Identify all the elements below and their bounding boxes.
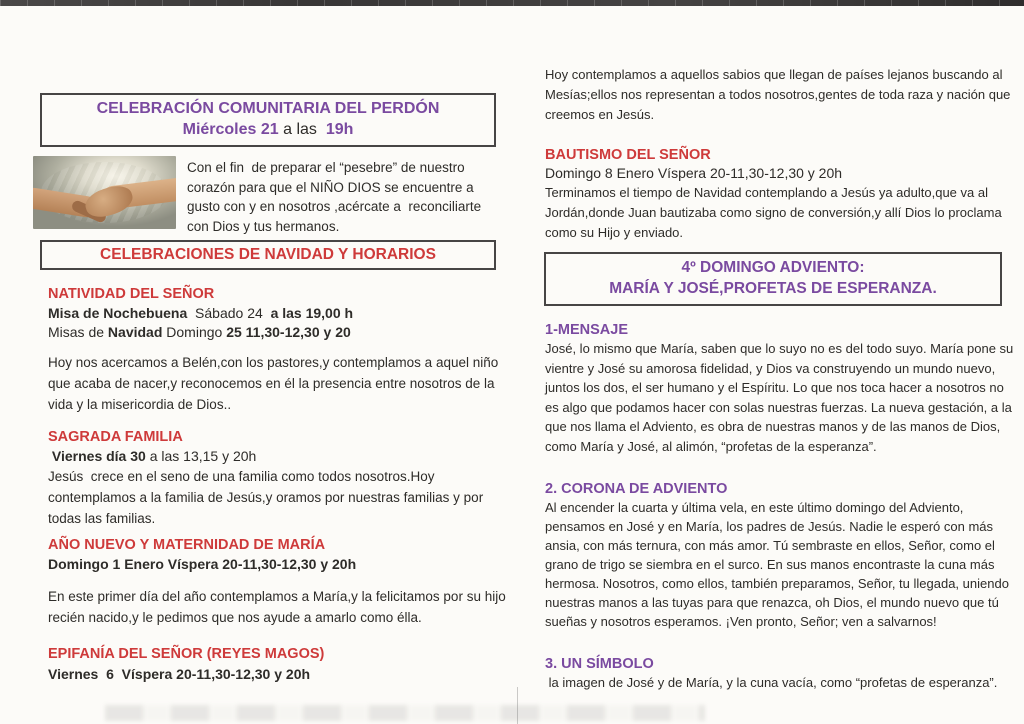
perdon-title: CELEBRACIÓN COMUNITARIA DEL PERDÓN — [96, 100, 440, 117]
perdon-datetime — [48, 119, 488, 140]
anonuevo-title: AÑO NUEVO Y MATERNIDAD DE MARÍA — [48, 537, 326, 553]
natividad-schedule — [48, 304, 498, 342]
sched-text: 25 11,30-12,30 y 20 — [226, 324, 351, 340]
sched-text: a las 19,00 h — [270, 305, 354, 321]
anonuevo-body: En este primer día del año contemplamos a María,y la felicitamos por su hijo recién nacido,y le pedimos que nos ayude a amarlo como élla. — [48, 589, 510, 625]
mensaje-title: 1-MENSAJE — [545, 322, 628, 338]
sched-text: a las 13,15 y 20h — [145, 448, 257, 464]
magos-intro-paragraph: Hoy contemplamos a aquellos sabios que llegan de países lejanos buscando al Mesías;ellos nos representan a todos nosotros,gentes de toda raza y nación que creemos en Jesús. — [545, 67, 1015, 122]
sched-text: Navidad — [107, 324, 163, 340]
scan-edge-strip — [0, 0, 1024, 6]
epifania-schedule: Viernes 6 Víspera 20-11,30-12,30 y 20h — [48, 666, 311, 682]
simbolo-title: 3. UN SÍMBOLO — [545, 656, 654, 672]
mensaje-body: José, lo mismo que María, saben que lo suyo no es del todo suyo. María pone su vientre y José su amorosa fidelidad, y Dios va construyendo un mundo nuevo, juntos los dos, el ser humano y el Espíritu. Lo que nos toca hacer a nosotros no es algo que podamos hacer con solas nuestras fuerzas. La nueva gestación, a la que nos llama el Adviento, es obra de nuestras manos y de las manos de Dios, como María y José, al alimón, “profetas de la esperanza”. — [545, 341, 1017, 454]
intro-row — [33, 156, 498, 236]
anonuevo-schedule: Domingo 1 Enero Víspera 20-11,30-12,30 y 20h — [48, 556, 357, 572]
epifania-title: EPIFANÍA DEL SEÑOR (REYES MAGOS) — [48, 646, 325, 662]
bautismo-body: Terminamos el tiempo de Navidad contemplando a Jesús ya adulto,que va al Jordán,donde Juan bautizaba como signo de conversión,y allí Dios lo proclama como su Hijo y enviado. — [545, 185, 1006, 240]
perdon-date-mid: a las — [278, 121, 326, 138]
sagrada-schedule — [48, 447, 256, 466]
corona-body: Al encender la cuarta y última vela, en este último domingo del Adviento, pensamos en José y en María, los padres de Jesús. Nadie le esperó con más ansia, con más ternura, con más amor. Tú sembraste en ellos, Señor, como el grano de trigo se siembra en el surco. En sus manos encontraste la cuna más hermosa. Nosotros, como ellos, también preparamos, Señor, tu llegada, uniendo nuestras manos a las tuyas para que renazca, oh Dios, el mundo nuevo que tú sueñas y nosotros esperamos. ¡Ven pronto, Señor; ven a salvarnos! — [545, 500, 1013, 629]
perdon-date: Miércoles 21 — [182, 121, 279, 138]
perdon-time: 19h — [325, 121, 354, 138]
bautismo-title: BAUTISMO DEL SEÑOR — [545, 147, 711, 163]
natividad-body: Hoy nos acercamos a Belén,con los pastores,y contemplamos a aquel niño que acaba de nacer,y reconocemos en él la presencia entre nosotros de la vida y la misericordia de Dios.. — [48, 355, 503, 412]
sagrada-body: Jesús crece en el seno de una familia como todos nosotros.Hoy contemplamos a la familia de Jesús,y oramos por nuestras familias y por todas las familias. — [48, 469, 487, 526]
navidad-header-box — [40, 240, 496, 270]
sagrada-title: SAGRADA FAMILIA — [48, 429, 183, 445]
adviento-header-box — [544, 252, 1002, 306]
adviento-box-line1: 4º DOMINGO ADVIENTO: — [681, 259, 865, 276]
perdon-header-box — [40, 93, 496, 147]
sched-text: Sábado 24 — [187, 305, 271, 321]
corona-title: 2. CORONA DE ADVIENTO — [545, 481, 728, 497]
adviento-box-line2: MARÍA Y JOSÉ,PROFETAS DE ESPERANZA. — [609, 280, 937, 297]
natividad-schedule-line2 — [48, 323, 498, 342]
natividad-title: NATIVIDAD DEL SEÑOR — [48, 286, 215, 302]
sched-text: Misas de — [48, 324, 108, 340]
natividad-schedule-line1 — [48, 304, 498, 323]
navidad-box-title: CELEBRACIONES DE NAVIDAD Y HORARIOS — [100, 246, 436, 263]
simbolo-body: la imagen de José y de María, y la cuna vacía, como “profetas de esperanza”. — [545, 675, 998, 690]
page-fold-line — [517, 687, 518, 724]
sched-text: Misa de Nochebuena — [48, 305, 188, 321]
handshake-photo — [33, 156, 176, 229]
sched-text: Domingo — [162, 324, 227, 340]
bautismo-schedule: Domingo 8 Enero Víspera 20-11,30-12,30 y 20h — [545, 165, 843, 181]
intro-text: Con el fin de preparar el “pesebre” de nuestro corazón para que el NIÑO DIOS se encuentre a gusto con y en nosotros ,acércate a reconciliarte con Dios y tus hermanos. — [187, 160, 485, 234]
scan-bleedthrough-smudge — [105, 705, 705, 721]
sched-text: Viernes día 30 — [48, 448, 146, 464]
